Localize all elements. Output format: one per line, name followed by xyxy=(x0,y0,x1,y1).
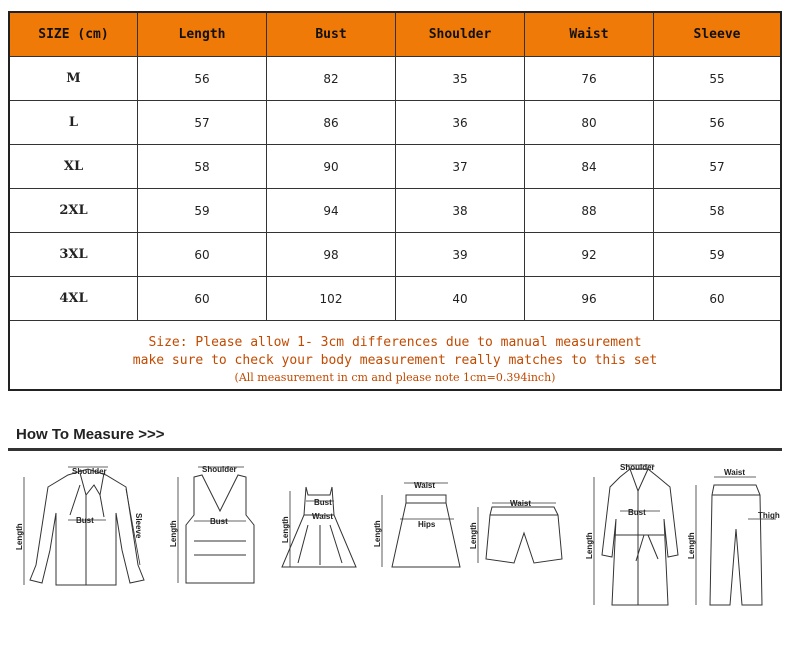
measure-illustrations xyxy=(8,455,788,645)
cell-waist: 88 xyxy=(525,189,654,232)
cell-shoulder: 39 xyxy=(396,233,525,276)
pants-thigh-label: Thigh xyxy=(758,511,780,520)
cell-sleeve: 59 xyxy=(709,247,725,262)
coat-bust-label: Bust xyxy=(628,508,646,517)
table-row xyxy=(10,101,780,145)
table-row xyxy=(10,145,780,189)
note-line-2: make sure to check your body measurement really matches to this set xyxy=(132,353,658,368)
cell-shoulder: 37 xyxy=(396,145,525,188)
cell-size: M xyxy=(10,57,138,100)
coat-shoulder-label: Shoulder xyxy=(620,463,655,472)
shorts-length-label: Length xyxy=(469,522,478,549)
tank-shoulder-label: Shoulder xyxy=(202,465,237,474)
cell-shoulder: 36 xyxy=(396,101,525,144)
cell-size: XL xyxy=(10,145,138,188)
how-to-measure-title: How To Measure >>> xyxy=(16,426,165,443)
skirt-waist-label: Waist xyxy=(414,481,436,490)
blouse-illustration xyxy=(24,467,144,585)
header-waist: Waist xyxy=(525,13,654,56)
table-row xyxy=(10,233,780,277)
note-line-1: Size: Please allow 1- 3cm differences due to manual measurement xyxy=(148,335,642,350)
cell-size: 4XL xyxy=(10,277,138,320)
shorts-waist-label: Waist xyxy=(510,499,532,508)
cell-shoulder: 40 xyxy=(396,277,525,320)
tank-bust-label: Bust xyxy=(210,517,228,526)
cell-waist: 84 xyxy=(525,145,654,188)
cell-size: 3XL xyxy=(10,233,138,276)
tank-length-label: Length xyxy=(169,520,178,547)
cell-size: 2XL xyxy=(10,189,138,232)
header-sleeve: Sleeve xyxy=(693,27,741,42)
shorts-illustration xyxy=(478,503,562,563)
cell-length: 56 xyxy=(138,57,267,100)
table-row xyxy=(10,189,780,233)
pants-waist-label: Waist xyxy=(724,468,746,477)
pants-illustration xyxy=(696,477,776,605)
coat-length-label: Length xyxy=(585,532,594,559)
cell-waist: 96 xyxy=(525,277,654,320)
garment-diagrams xyxy=(8,455,788,645)
skirt-hips-label: Hips xyxy=(418,520,436,529)
cell-waist: 92 xyxy=(525,233,654,276)
size-chart-table xyxy=(8,11,782,391)
cell-sleeve: 60 xyxy=(709,291,725,306)
dress-length-label: Length xyxy=(281,516,290,543)
table-row xyxy=(10,277,780,321)
measurement-note xyxy=(10,321,780,389)
cell-shoulder: 38 xyxy=(396,189,525,232)
blouse-bust-label: Bust xyxy=(76,516,94,525)
cell-waist: 80 xyxy=(525,101,654,144)
table-row xyxy=(10,57,780,101)
cell-sleeve: 58 xyxy=(709,203,725,218)
cell-length: 59 xyxy=(138,189,267,232)
table-header-row xyxy=(10,13,780,57)
cell-size: L xyxy=(10,101,138,144)
blouse-shoulder-label: Shoulder xyxy=(72,467,107,476)
cell-waist: 76 xyxy=(525,57,654,100)
blouse-length-label: Length xyxy=(15,523,24,550)
cell-bust: 102 xyxy=(267,277,396,320)
section-divider xyxy=(8,448,782,451)
cell-bust: 90 xyxy=(267,145,396,188)
blouse-sleeve-label: Sleeve xyxy=(134,513,143,539)
header-bust: Bust xyxy=(267,13,396,56)
skirt-length-label: Length xyxy=(373,520,382,547)
note-line-3: (All measurement in cm and please note 1cm=0.394inch) xyxy=(234,371,556,384)
cell-sleeve: 55 xyxy=(709,71,725,86)
header-length: Length xyxy=(138,13,267,56)
cell-bust: 82 xyxy=(267,57,396,100)
pants-length-label: Length xyxy=(687,532,696,559)
header-size: SIZE (cm) xyxy=(10,13,138,56)
cell-bust: 98 xyxy=(267,233,396,276)
cell-bust: 94 xyxy=(267,189,396,232)
dress-bust-label: Bust xyxy=(314,498,332,507)
coat-illustration xyxy=(594,465,678,605)
cell-sleeve: 56 xyxy=(709,115,725,130)
cell-bust: 86 xyxy=(267,101,396,144)
cell-sleeve: 57 xyxy=(709,159,725,174)
cell-length: 58 xyxy=(138,145,267,188)
header-shoulder: Shoulder xyxy=(396,13,525,56)
cell-length: 60 xyxy=(138,277,267,320)
cell-length: 57 xyxy=(138,101,267,144)
cell-shoulder: 35 xyxy=(396,57,525,100)
dress-waist-label: Waist xyxy=(312,512,334,521)
cell-length: 60 xyxy=(138,233,267,276)
